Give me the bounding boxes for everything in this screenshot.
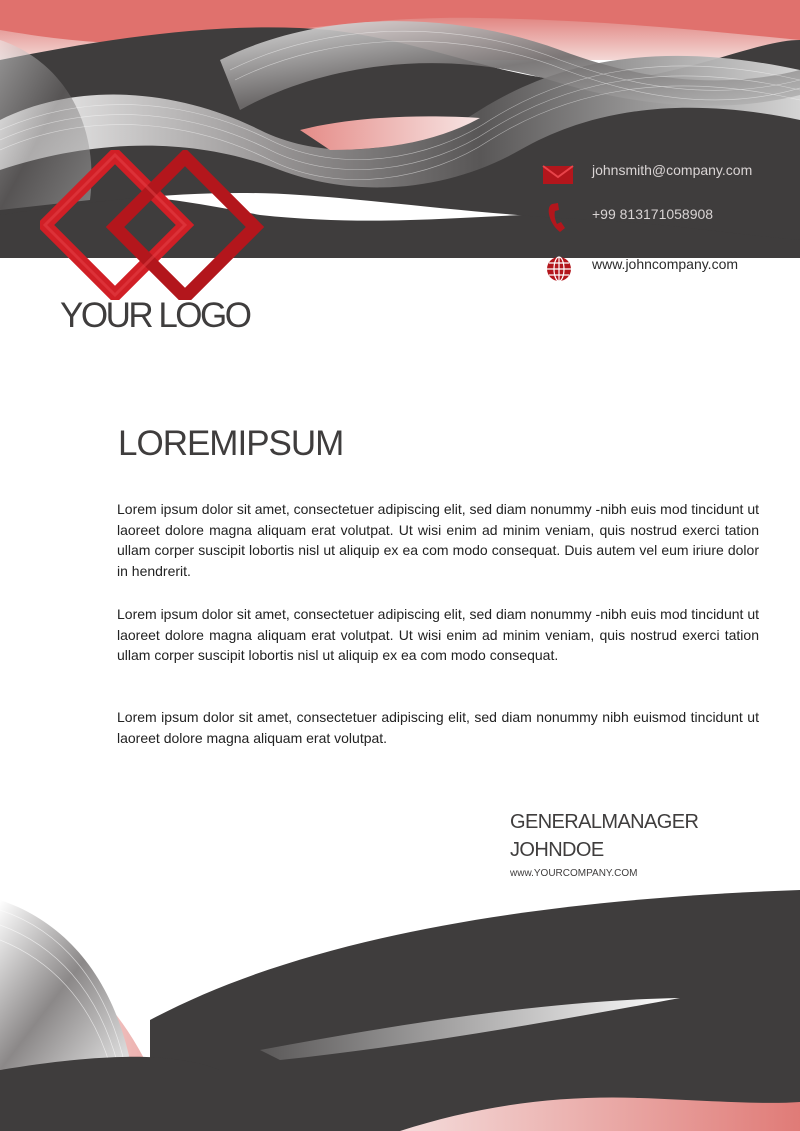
contact-phone-text: +99 813171058908 [592, 206, 714, 222]
signature-name: JOHNDOE [510, 839, 604, 861]
envelope-icon [540, 158, 576, 188]
contact-email-text: johnsmith@company.com [592, 162, 753, 178]
letter-paragraph-1: Lorem ipsum dolor sit amet, consectetuer adipiscing elit, sed diam nonummy -nibh euis mod tincidunt ut laoreet dolore magna aliquam erat volutpat. Ut wisi enim ad minim veniam, quis nostrud exerci tation ullam corper suscipit lobortis nisl ut aliquip ex ea com modo consequat. Duis autem vel eum iriure dolor in hendrerit. [117, 501, 759, 579]
contact-email[interactable] [540, 158, 790, 188]
signature-url: www.YOURCOMPANY.COM [510, 868, 638, 879]
footer-wave-graphic [0, 880, 800, 1131]
logo-mark-icon [40, 150, 265, 300]
phone-icon [540, 202, 576, 232]
contact-website[interactable] [540, 252, 790, 282]
contact-phone[interactable] [540, 202, 790, 232]
letter-paragraph-3: Lorem ipsum dolor sit amet, consectetuer adipiscing elit, sed diam nonummy nibh euismod tincidunt ut laoreet dolore magna aliquam erat volutpat. [117, 709, 759, 746]
letter-paragraph-2: Lorem ipsum dolor sit amet, consectetuer adipiscing elit, sed diam nonummy -nibh euis mod tincidunt ut laoreet dolore magna aliquam erat volutpat. Ut wisi enim ad minim veniam, quis nostrud exerci tation ullam corper suscipit lobortis nisl ut aliquip ex ea com modo consequat. [117, 606, 759, 663]
contact-website-text: www.johncompany.com [592, 256, 739, 272]
globe-icon [540, 252, 576, 282]
signature-title: GENERALMANAGER [510, 811, 699, 833]
logo-text: YOUR LOGO [60, 296, 250, 335]
letter-title: LOREMIPSUM [118, 424, 344, 463]
